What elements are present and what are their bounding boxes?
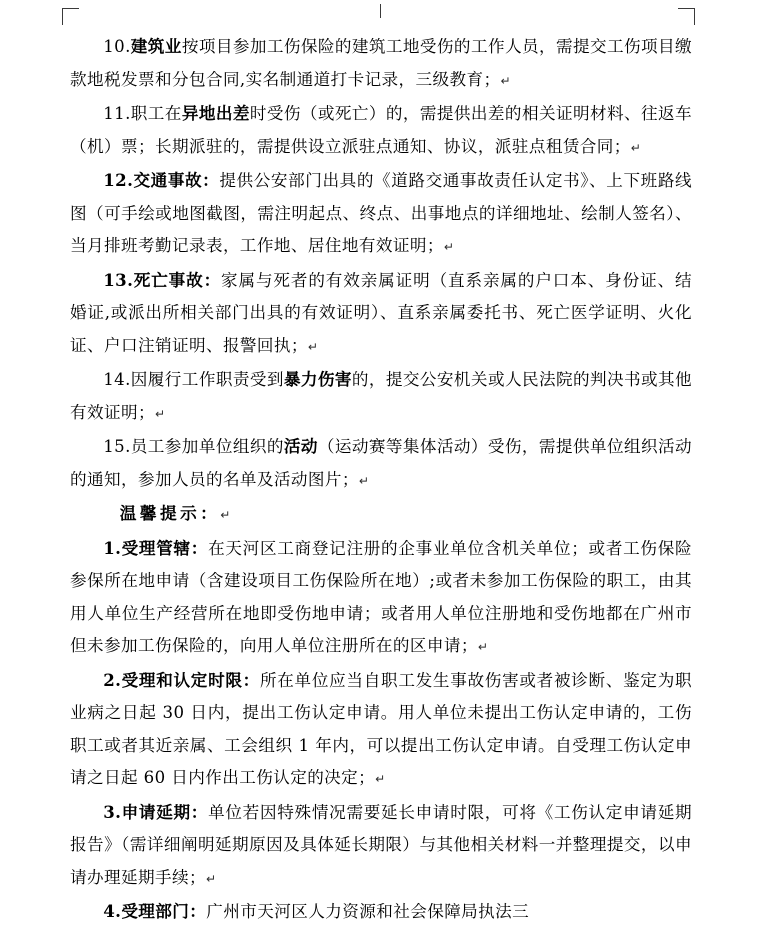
paragraph-10 [70, 30, 692, 97]
paragraph-pre-text: 员工参加单位组织的 [130, 437, 284, 456]
tip-number: 3. [103, 801, 122, 822]
paragraph-text: （运动赛等集体活动）受伤，需提供单位组织活动的通知，参加人员的名单及活动图片； [70, 437, 692, 489]
paragraph-number: 13. [103, 269, 134, 290]
tip-heading [70, 497, 692, 532]
tip-4 [70, 895, 692, 929]
paragraph-bold-lead: 活动 [283, 436, 318, 456]
tip-text: 广州市天河区人力资源和社会保障局执法三 [206, 902, 530, 921]
paragraph-text: 时受伤（或死亡）的，需提供出差的相关证明材料、往返车（机）票；长期派驻的，需提供设立派驻点通知、协议，派驻点租赁合同； [70, 104, 692, 156]
paragraph-bold-lead: 异地出差 [181, 103, 250, 123]
tip-1 [70, 532, 692, 664]
paragraph-13 [70, 264, 692, 364]
tip-heading-text: 温馨提示： [119, 503, 221, 523]
paragraph-number: 12. [103, 170, 134, 190]
tip-text: 在天河区工商登记注册的企事业单位含机关单位；或者工伤保险参保所在地申请（含建设项目工伤保险所在地）;或者未参加工伤保险的职工，由其用人单位生产经营所在地即受伤地申请；或者用人单位注册地和受伤地都在广州市但未参加工伤保险的，向用人单位注册所在的区申请； [70, 538, 693, 655]
paragraph-mark: ↵ [307, 339, 318, 354]
tip-text: 所在单位应当自职工发生事故伤害或者被诊断、鉴定为职业病之日起 30 日内，提出工伤认定申请。用人单位未提出工伤认定申请的，工伤职工或者其近亲属、工会组织 1 年内，可以提出工伤认定申请。自受理工伤认定申请之日起 60 日内作出工伤认定的决定； [70, 670, 693, 787]
paragraph-text: 按项目参加工伤保险的建筑工地受伤的工作人员，需提交工伤项目缴款地税发票和分包合同,实名制通道打卡记录，三级教育； [70, 37, 693, 89]
paragraph-12 [70, 164, 692, 264]
paragraph-mark: ↵ [220, 508, 231, 522]
paragraph-number: 11. [103, 104, 131, 123]
paragraph-number: 10. [103, 37, 131, 56]
document-text-column [70, 30, 692, 929]
tip-bold-lead: 受理部门： [121, 901, 207, 921]
paragraph-text: 家属与死者的有效亲属证明（直系亲属的户口本、身份证、结婚证,或派出所相关部门出具的有效证明）、直系亲属委托书、死亡医学证明、火化证、户口注销证明、报警回执； [70, 270, 693, 355]
paragraph-mark: ↵ [205, 871, 217, 886]
paragraph-pre-text: 职工在 [130, 104, 182, 123]
tip-bold-lead: 申请延期： [121, 801, 209, 822]
tip-2 [70, 664, 692, 796]
paragraph-text: 提供公安部门出具的《道路交通事故责任认定书》、上下班路线图（可手绘或地图截图，需注明起点、终点、出事地点的详细地址、绘制人签名）、当月排班考勤记录表，工作地、居住地有效证明； [70, 171, 692, 255]
paragraph-pre-text: 因履行工作职责受到 [130, 370, 284, 389]
paragraph-text: 的，提交公安机关或人民法院的判决书或其他有效证明； [70, 370, 692, 422]
paragraph-mark: ↵ [375, 772, 386, 786]
paragraph-number: 14. [103, 370, 131, 389]
paragraph-mark: ↵ [500, 73, 511, 88]
paragraph-mark: ↵ [630, 140, 641, 155]
paragraph-mark: ↵ [154, 406, 166, 421]
tip-number: 2. [103, 669, 122, 690]
crop-mark-top-left [62, 8, 79, 25]
paragraph-15 [70, 430, 692, 497]
paragraph-mark: ↵ [477, 640, 488, 654]
paragraph-bold-lead: 暴力伤害 [283, 369, 352, 389]
paragraph-14 [70, 363, 692, 430]
tip-number: 4. [103, 901, 122, 921]
tip-number: 1. [103, 537, 122, 558]
crop-mark-top-center [380, 4, 381, 18]
paragraph-mark: ↵ [443, 240, 454, 254]
tip-bold-lead: 受理和认定时限： [121, 669, 260, 690]
tip-bold-lead: 受理管辖： [121, 537, 209, 558]
paragraph-bold-lead: 死亡事故： [133, 269, 222, 290]
paragraph-bold-lead: 交通事故： [133, 170, 220, 190]
paragraph-bold-lead: 建筑业 [130, 36, 182, 56]
paragraph-mark: ↵ [358, 473, 369, 488]
tip-3 [70, 796, 692, 896]
tip-text: 单位若因特殊情况需要延长申请时限，可将《工伤认定申请延期报告》（需详细阐明延期原因及具体延长期限）与其他相关材料一并整理提交，以申请办理延期手续； [70, 802, 693, 887]
crop-mark-top-right [678, 8, 695, 25]
paragraph-number: 15. [103, 437, 131, 456]
paragraph-11 [70, 97, 692, 164]
